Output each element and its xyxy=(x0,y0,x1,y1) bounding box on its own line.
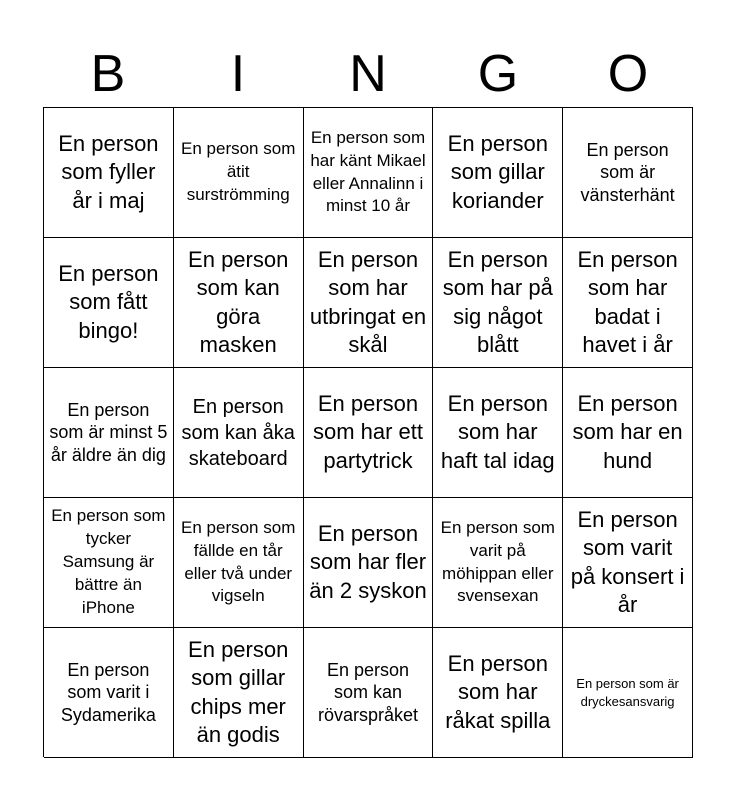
bingo-cell: En person som har badat i havet i år xyxy=(563,238,693,368)
bingo-cell: En person som är vänsterhänt xyxy=(563,108,693,238)
header-letter-o: O xyxy=(607,45,649,103)
bingo-cell: En person som kan åka skateboard xyxy=(174,368,304,498)
header-letter-i: I xyxy=(230,45,246,103)
bingo-cell: En person som ätit surströmming xyxy=(174,108,304,238)
bingo-header xyxy=(43,40,693,108)
bingo-cell: En person som har råkat spilla xyxy=(433,628,563,758)
bingo-cell: En person som tycker Samsung är bättre än iPhone xyxy=(44,498,174,628)
bingo-cell: En person som kan göra masken xyxy=(174,238,304,368)
header-letter-g: G xyxy=(477,45,519,103)
bingo-row xyxy=(44,498,693,628)
bingo-cell: En person som fyller år i maj xyxy=(44,108,174,238)
bingo-cell: En person som har haft tal idag xyxy=(433,368,563,498)
bingo-cell: En person som har fler än 2 syskon xyxy=(304,498,434,628)
bingo-row xyxy=(44,108,693,238)
bingo-cell: En person som gillar koriander xyxy=(433,108,563,238)
bingo-row xyxy=(44,238,693,368)
bingo-cell: En person som har känt Mikael eller Annalinn i minst 10 år xyxy=(304,108,434,238)
bingo-cell: En person som varit på konsert i år xyxy=(563,498,693,628)
header-letter-n: N xyxy=(349,45,387,103)
header-letter-b: B xyxy=(90,45,126,103)
bingo-cell: En person som har en hund xyxy=(563,368,693,498)
bingo-cell: En person som gillar chips mer än godis xyxy=(174,628,304,758)
bingo-row xyxy=(44,368,693,498)
bingo-cell: En person som kan rövarspråket xyxy=(304,628,434,758)
bingo-cell: En person som har ett partytrick xyxy=(304,368,434,498)
bingo-row xyxy=(44,628,693,758)
bingo-grid xyxy=(43,107,693,757)
bingo-cell: En person som varit i Sydamerika xyxy=(44,628,174,758)
bingo-cell: En person som har på sig något blått xyxy=(433,238,563,368)
bingo-cell: En person som är minst 5 år äldre än dig xyxy=(44,368,174,498)
bingo-cell: En person som är dryckesansvarig xyxy=(563,628,693,758)
bingo-cell: En person som har utbringat en skål xyxy=(304,238,434,368)
bingo-cell: En person som varit på möhippan eller svensexan xyxy=(433,498,563,628)
bingo-cell: En person som fått bingo! xyxy=(44,238,174,368)
bingo-cell: En person som fällde en tår eller två under vigseln xyxy=(174,498,304,628)
